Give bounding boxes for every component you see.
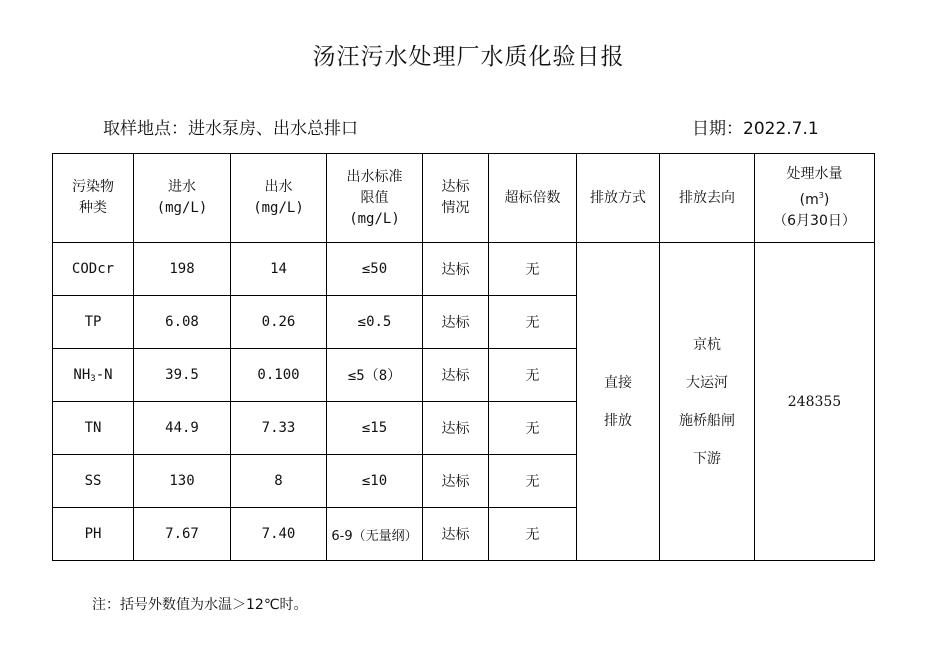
header-outflow: 出水 (mg/L) <box>231 154 327 243</box>
inflow-cell: 6.08 <box>134 296 231 349</box>
inflow-cell: 39.5 <box>134 349 231 402</box>
pollutant-cell: PH <box>53 508 134 561</box>
inflow-cell: 44.9 <box>134 402 231 455</box>
compliance-cell: 达标 <box>423 296 489 349</box>
exceed-cell: 无 <box>489 243 577 296</box>
compliance-cell: 达标 <box>423 455 489 508</box>
compliance-cell: 达标 <box>423 402 489 455</box>
pollutant-cell: TP <box>53 296 134 349</box>
header-discharge-destination: 排放去向 <box>660 154 755 243</box>
header-inflow: 进水 (mg/L) <box>134 154 231 243</box>
header-row <box>53 154 875 243</box>
discharge-method-cell: 直接 排放 <box>577 243 660 561</box>
header-treated-volume: 处理水量 $(m^3)$ （6月30日） <box>755 154 875 243</box>
report-date: 日期：2022.7.1 <box>692 119 819 139</box>
header-limit: 出水标准 限值 (mg/L) <box>327 154 423 243</box>
inflow-cell: 198 <box>134 243 231 296</box>
header-pollutant: 污染物 种类 <box>53 154 134 243</box>
sampling-location: 取样地点：进水泵房、出水总排口 <box>103 119 358 139</box>
pollutant-cell: SS <box>53 455 134 508</box>
pollutant-cell: $NH_3-N$ <box>53 349 134 402</box>
exceed-cell: 无 <box>489 508 577 561</box>
outflow-cell: 0.100 <box>231 349 327 402</box>
inflow-cell: 7.67 <box>134 508 231 561</box>
report-title: 汤汪污水处理厂水质化验日报 <box>312 44 625 70</box>
exceed-cell: 无 <box>489 402 577 455</box>
compliance-cell: 达标 <box>423 508 489 561</box>
footnote: 注：括号外数值为水温＞12℃时。 <box>92 597 308 613</box>
outflow-cell: 14 <box>231 243 327 296</box>
limit-cell: ≤15 <box>327 402 423 455</box>
treated-volume-value: 248355 <box>755 243 875 561</box>
exceed-cell: 无 <box>489 296 577 349</box>
pollutant-cell: CODcr <box>53 243 134 296</box>
limit-cell: 6-9（无量纲） <box>327 508 423 561</box>
outflow-cell: 8 <box>231 455 327 508</box>
limit-cell: ≤5（8） <box>327 349 423 402</box>
exceed-cell: 无 <box>489 349 577 402</box>
compliance-cell: 达标 <box>423 243 489 296</box>
water-quality-table <box>52 153 875 561</box>
pollutant-cell: TN <box>53 402 134 455</box>
outflow-cell: 7.40 <box>231 508 327 561</box>
header-compliance: 达标 情况 <box>423 154 489 243</box>
inflow-cell: 130 <box>134 455 231 508</box>
table-row <box>53 243 875 296</box>
outflow-cell: 7.33 <box>231 402 327 455</box>
limit-cell: ≤50 <box>327 243 423 296</box>
discharge-destination-cell: 京杭 大运河 施桥船闸 下游 <box>660 243 755 561</box>
compliance-cell: 达标 <box>423 349 489 402</box>
exceed-cell: 无 <box>489 455 577 508</box>
limit-cell: ≤10 <box>327 455 423 508</box>
outflow-cell: 0.26 <box>231 296 327 349</box>
limit-cell: ≤0.5 <box>327 296 423 349</box>
header-exceed-factor: 超标倍数 <box>489 154 577 243</box>
header-discharge-method: 排放方式 <box>577 154 660 243</box>
